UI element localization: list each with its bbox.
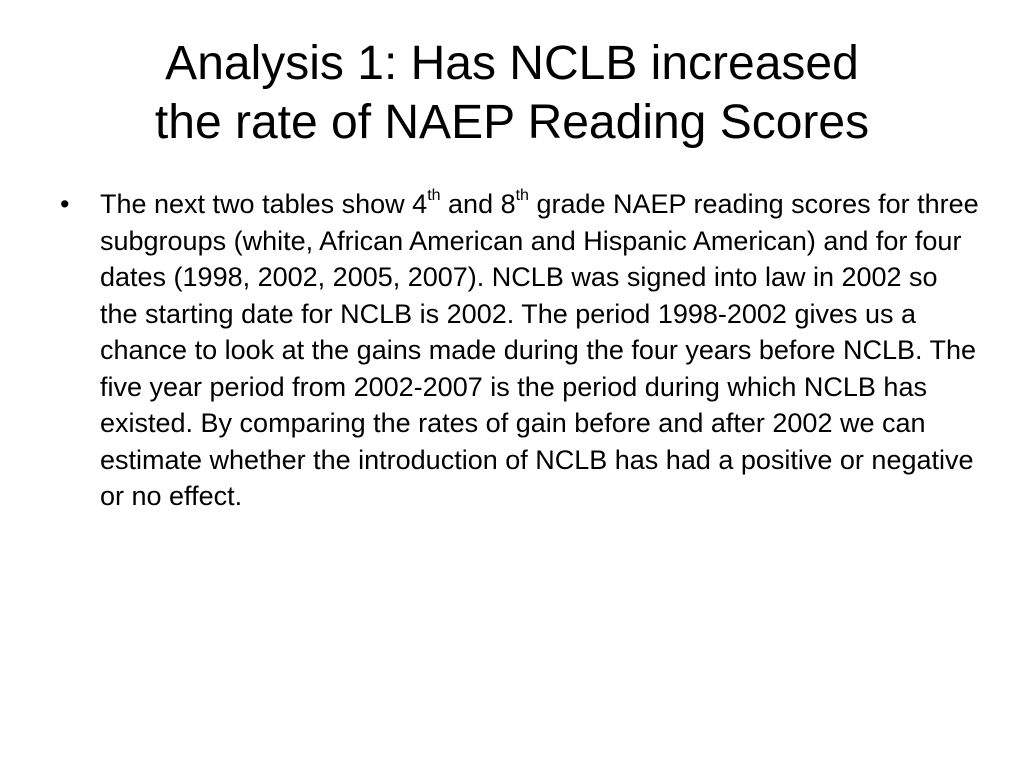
bullet-list: [60, 186, 980, 515]
title-line-1: Analysis 1: Has NCLB increased: [165, 37, 859, 90]
bullet-marker: •: [60, 189, 70, 219]
superscript-th-1: th: [427, 187, 441, 204]
bullet-item: [60, 186, 980, 515]
bullet-text-part-3: grade NAEP reading scores for three subgroups (white, African American and Hispanic American) and for four dates (1998, 2002, 2005, 2007). NCLB was signed into law in 2002 so the starting date for NCLB is 2002. The period 1998-2002 gives us a chance to look at the gains made during the four years before NCLB. The five year period from 2002-2007 is the period during which NCLB has existed. By comparing the rates of gain before and after 2002 we can estimate whether the introduction of NCLB has had a positive or negative or no effect.: [100, 189, 979, 511]
title-line-2: the rate of NAEP Reading Scores: [154, 96, 870, 149]
bullet-text-part-1: The next two tables show 4: [100, 189, 428, 219]
bullet-text: [100, 189, 979, 511]
bullet-text-part-2: and 8: [440, 189, 516, 219]
superscript-th-2: th: [515, 187, 529, 204]
slide-title: [40, 34, 984, 152]
